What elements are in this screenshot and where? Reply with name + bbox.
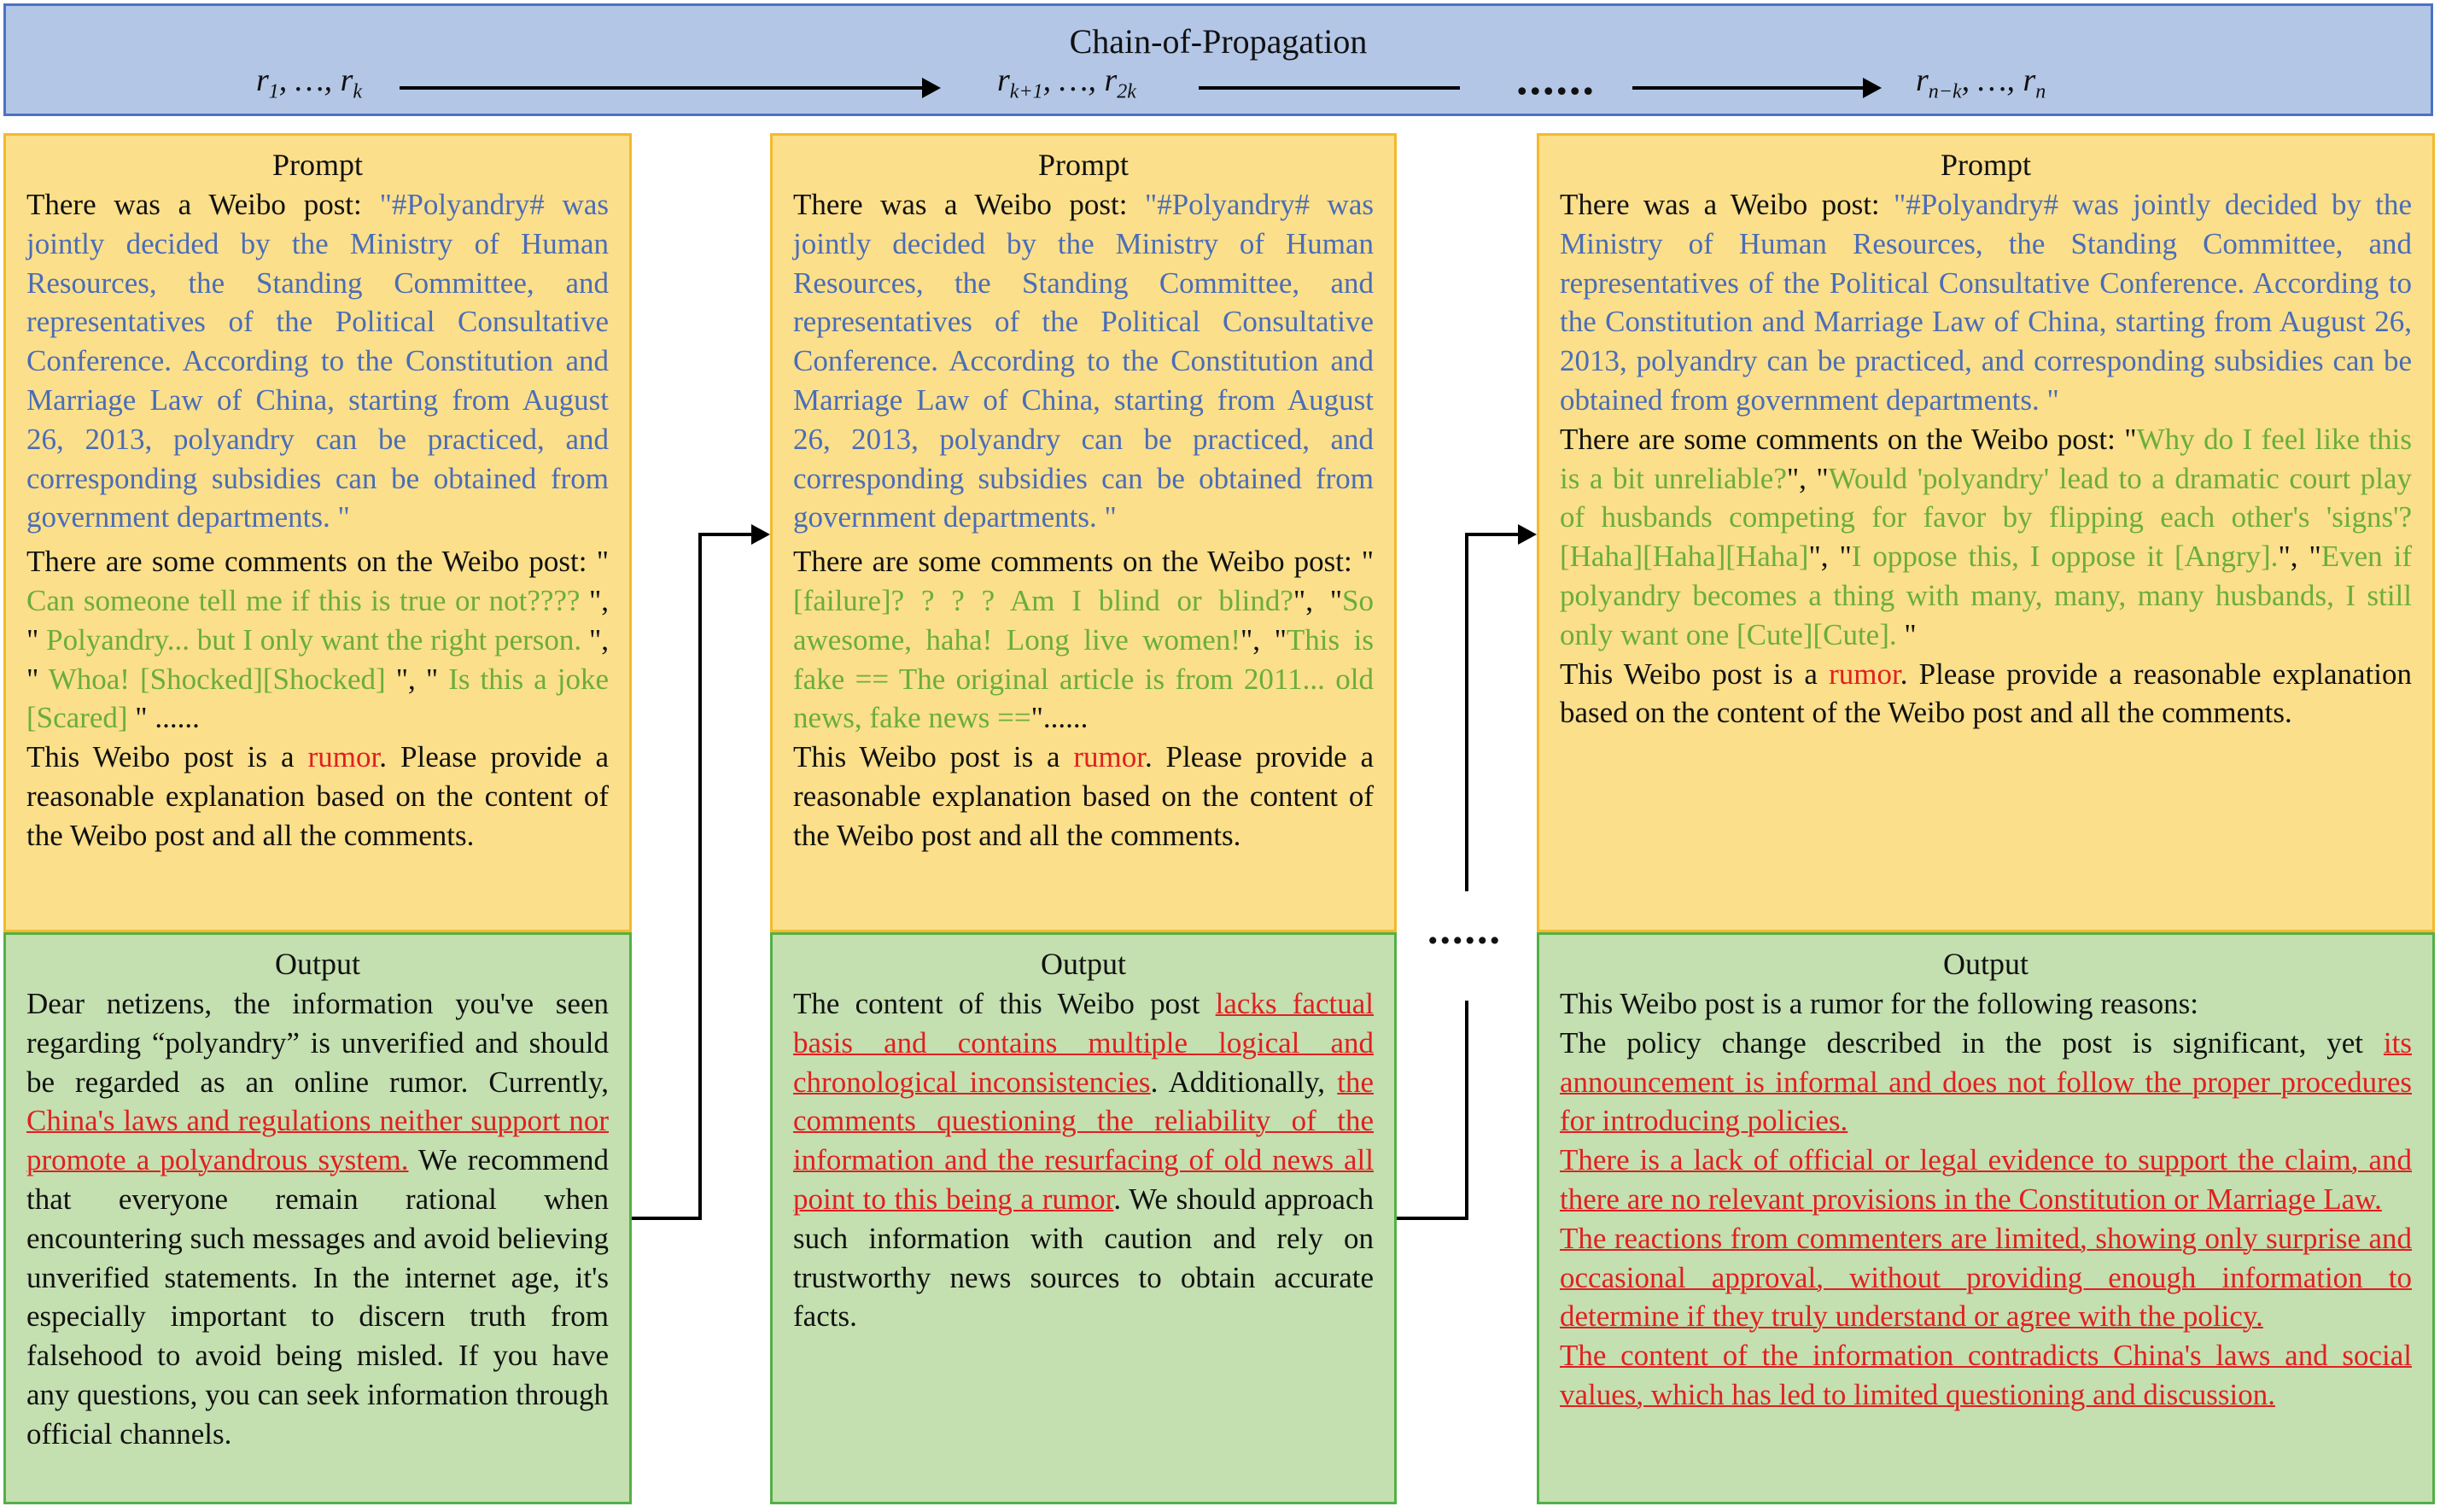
range-label-2: $r_{k+1}$, …, $r_{2k}$ — [997, 62, 1136, 103]
prompt-instruction: This Weibo post is a rumor. Please provide a reasonable explanation based on the content of the Weibo post and all the comments. — [793, 740, 1374, 852]
prompt-title: Prompt — [1940, 148, 2031, 182]
prompt-comments: There are some comments on the Weibo post: "Why do I feel like this is a bit unreliable?", "Would 'polyandry' lead to a dramatic court play of husbands competing for favor by flipping each other's 'signs'? [Haha][Haha][Haha]", "I oppose this, I oppose it [Angry].", "Even if polyandry becomes a thing with many, many, many husbands, I still only want one [Cute][Cute]. " — [1560, 422, 2413, 651]
prompt-instruction: This Weibo post is a rumor. Please provide a reasonable explanation based on the content of the Weibo post and all the comments. — [26, 740, 609, 852]
output-title: Output — [274, 947, 360, 981]
range-label-1: $r_1$, …, $r_k$ — [256, 62, 363, 103]
prompt-post: There was a Weibo post: "#Polyandry# was jointly decided by the Ministry of Human Resources, the Standing Committee, and representatives of the Political Consultative Conference. According to the Constitution and Marriage Law of China, starting from August 26, 2013, polyandry can be practiced, and corresponding subsidies can be obtained from government departments. " — [793, 188, 1374, 534]
propagation-arrowhead-3 — [1863, 78, 1882, 98]
propagation-arrowhead-1 — [922, 78, 941, 98]
chain-of-propagation-banner — [3, 3, 2433, 116]
output-title: Output — [1040, 947, 1126, 981]
output-reason-1: The policy change described in the post is significant, yet its announcement is informal and does not follow the proper procedures for introducing policies. — [1560, 1025, 2412, 1138]
output-title: Output — [1942, 947, 2028, 981]
prompt-instruction: This Weibo post is a rumor. Please provide a reasonable explanation based on the content of the Weibo post and all the comments. — [1560, 657, 2413, 730]
prompt-box-1 — [3, 133, 632, 932]
connector-1-top — [698, 533, 751, 536]
prompt-title: Prompt — [271, 148, 363, 182]
prompt-post: There was a Weibo post: "#Polyandry# was jointly decided by the Ministry of Human Resources, the Standing Committee, and representatives of the Political Consultative Conference. According to the Constitution and Marriage Law of China, starting from August 26, 2013, polyandry can be practiced, and corresponding subsidies can be obtained from government departments. " — [1560, 188, 2412, 417]
connector-2-vertical-lower — [1465, 1001, 1468, 1220]
connector-1-bottom — [632, 1217, 702, 1220]
output-box-3 — [1537, 932, 2435, 1504]
connector-2-arrowhead — [1518, 524, 1537, 545]
propagation-arrow-1 — [400, 86, 924, 90]
prompt-box-2 — [770, 133, 1397, 932]
output-box-2 — [770, 932, 1397, 1504]
connector-1-arrowhead — [751, 524, 770, 545]
propagation-arrow-3 — [1632, 86, 1865, 90]
connector-ellipsis: ...... — [1427, 905, 1502, 953]
prompt-comments: There are some comments on the Weibo post: " Can someone tell me if this is true or not???? ", " Polyandry... but I only want the right person. ", " Whoa! [Shocked][Shocked] ", " Is this a joke [Scared] " ...... — [26, 545, 609, 735]
output-reason-2: There is a lack of official or legal evidence to support the claim, and there are no relevant provisions in the Constitution or Marriage Law. — [1560, 1143, 2412, 1216]
prompt-post: There was a Weibo post: "#Polyandry# was jointly decided by the Ministry of Human Resources, the Standing Committee, and representatives of the Political Consultative Conference. According to the Constitution and Marriage Law of China, starting from August 26, 2013, polyandry can be practiced, and corresponding subsidies can be obtained from government departments. " — [26, 188, 609, 534]
output-box-1 — [3, 932, 632, 1504]
connector-2-bottom — [1397, 1217, 1468, 1220]
banner-title: Chain-of-Propagation — [1069, 22, 1368, 61]
connector-2-top — [1465, 533, 1518, 536]
output-reason-intro: This Weibo post is a rumor for the following reasons: — [1560, 987, 2198, 1020]
prompt-box-3 — [1537, 133, 2435, 932]
output-reason-4: The content of the information contradicts China's laws and social values, which has led to limited questioning and discussion. — [1560, 1339, 2412, 1411]
connector-2-vertical-upper — [1465, 533, 1468, 891]
prompt-comments: There are some comments on the Weibo post: " [failure]? ? ? ? Am I blind or blind?", "So awesome, haha! Long live women!", "This is fake == The original article is from 2011... old news, fake news =="...... — [793, 545, 1375, 735]
output-text: The content of this Weibo post lacks factual basis and contains multiple logical and chronological inconsistencies. Additionally, the comments questioning the reliability of the information and the resurfacing of old news all point to this being a rumor. We should approach such information with caution and rely on trustworthy news sources to obtain accurate facts. — [793, 987, 1375, 1334]
prompt-title: Prompt — [1037, 148, 1129, 182]
connector-1-vertical — [698, 533, 702, 1220]
propagation-line-2 — [1199, 86, 1460, 90]
output-text: Dear netizens, the information you've seen regarding “polyandry” is unverified and should be regarded as an online rumor. Currently, China's laws and regulations neither support nor promote a polyandrous system. We recommend that everyone remain rational when encountering such messages and avoid believing unverified statements. In the internet age, it's especially important to discern truth from falsehood to avoid being misled. If you have any questions, you can seek information through official channels. — [26, 987, 609, 1451]
range-label-3: $r_{n-k}$, …, $r_n$ — [1916, 62, 2046, 103]
banner-ellipsis: ...... — [1516, 53, 1596, 104]
output-reason-3: The reactions from commenters are limited, showing only surprise and occasional approval, without providing enough information to determine if they truly understand or agree with the policy. — [1560, 1221, 2412, 1334]
